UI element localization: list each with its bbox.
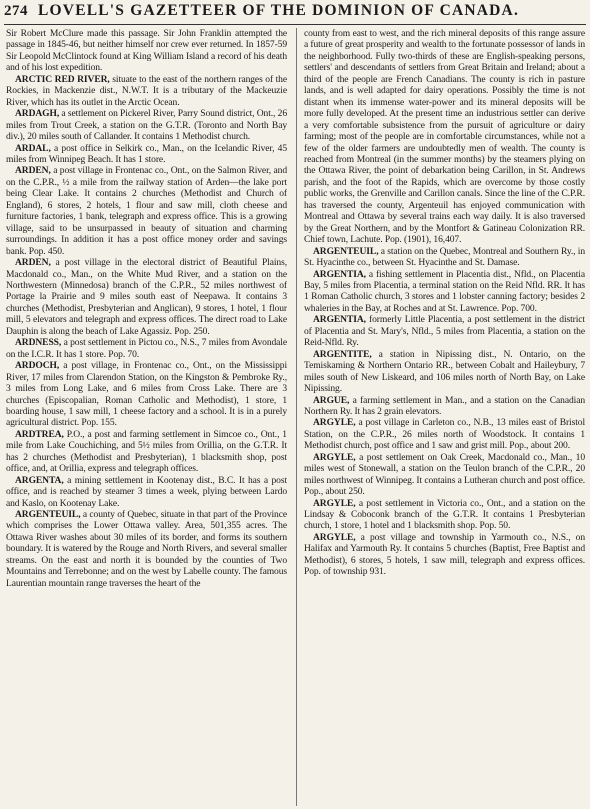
entry-text: formerly Little Placentia, a post settlement in the district of Placentia and St. Mary's, Nfld., 5 miles from Placentia, a station on the Reid-Nfld. Ry.: [304, 314, 585, 349]
entry-headword: ARDAL,: [15, 142, 51, 154]
gazetteer-entry: [6, 28, 287, 74]
gazetteer-entry: [6, 143, 287, 166]
page-header: [4, 2, 586, 25]
entry-text: a station in Nipissing dist., N. Ontario, on the Temiskaming & Northern Ontario RR., between Cobalt and Haileybury, 7 miles south of New Liskeard, and 106 miles north of North Bay, on Lake Nipissing.: [304, 348, 585, 395]
entry-text: a post village and township in Yarmouth co., N.S., on Halifax and Yarmouth Ry. It contains 5 churches (Baptist, Free Baptist and Methodist), 6 stores, 5 hotels, 1 saw mill, telegraph and express offices. Pop. of township 931.: [304, 531, 585, 578]
gazetteer-entry: [6, 257, 287, 337]
left-column: [6, 28, 287, 808]
gazetteer-entry: [6, 475, 287, 509]
entry-text: a settlement on Pickerel River, Parry Sound district, Ont., 26 miles from Trout Creek, a station on the G.T.R. (Toronto and North Bay div.), 20 miles south of Callander. It contains 1 Methodist church.: [6, 108, 287, 143]
entry-text: a post settlement on Oak Creek, Macdonald co., Man., 10 miles west of Stonewall, a station on the Teulon branch of the C.P.R., 20 miles northwest of Winnipeg. It contains a Lutheran church and post office. Pop., about 250.: [304, 451, 585, 498]
gazetteer-entry: [304, 269, 585, 315]
entry-headword: ARDAGH,: [15, 108, 60, 120]
gazetteer-entry: [6, 337, 287, 360]
entry-text: a county of Quebec, situate in that part of the Province which comprises the Lower Ottawa valley. Area, 501,355 acres. The Ottawa River washes about 30 miles of its border, and forms its southern boundary. It is watered by the Rouge and North Rivers, and several smaller streams. On the east and north it is bounded by the counties of Two Mountains and Terrebonne; and on the west by Labelle county. The famous Laurentian mountain range traverses the heart of the: [6, 509, 287, 589]
page-number: 274: [4, 3, 28, 19]
entry-headword: ARGYLE,: [313, 417, 356, 429]
entry-text: a post office in Selkirk co., Man., on the Icelandic River, 45 miles from Winnipeg Beach. It has 1 store.: [6, 142, 287, 165]
entry-text: a post village in the electoral district of Beautiful Plains, Macdonald co., Man., on the White Mud River, and a station on the Northwestern (Minnedosa) branch of the C.P.R., 52 miles northwest of Portage la Prairie and 9 miles south east of Neepawa. It contains 3 churches (Methodist, Presbyterian and Anglican), 9 stores, 1 hotel, 1 flour mill, 5 elevators and telegraph and express offices. The direct road to Lake Dauphin is along the beach of Lake Agassiz. Pop. 250.: [6, 257, 287, 337]
gazetteer-entry: [6, 74, 287, 108]
entry-headword: ARDEN,: [15, 165, 51, 177]
gazetteer-entry: [304, 28, 585, 246]
gazetteer-entry: [6, 360, 287, 429]
entry-headword: ARCTIC RED RIVER,: [15, 73, 110, 85]
entry-text: a post settlement in Pictou co., N.S., 7 miles from Avondale on the I.C.R. It has 1 store. Pop. 70.: [6, 337, 287, 360]
entry-headword: ARGYLE,: [313, 497, 356, 509]
entry-text: Sir Robert McClure made this passage. Sir John Franklin attempted the passage in 1845-46, but neither himself nor crew ever returned. In 1857-59 Sir Leopold McClintock found at King William Island a record of his death and of his lost expedition.: [6, 28, 287, 74]
entry-headword: ARGENTIA,: [313, 268, 366, 280]
entry-text: situate to the east of the northern ranges of the Rockies, in Mackenzie dist., N.W.T. It is a tributary of the Mackeuzie River, which has its outlet in the Arctic Ocean.: [6, 73, 287, 108]
entry-headword: ARGYLE,: [313, 531, 356, 543]
entry-headword: ARGENTA,: [15, 474, 64, 486]
gazetteer-entry: [304, 314, 585, 348]
running-title: LOVELL'S GAZETTEER OF THE DOMINION OF CANADA.: [38, 2, 520, 19]
gazetteer-entry: [6, 509, 287, 589]
entry-text: a post village, in Frontenac co., Ont., on the Mississippi River, 17 miles from Clarendon Station, on the Kingston & Pembroke Ry., 3 miles from Long Lake, and 6 miles from Cross Lake. There are 3 churches (Episcopalian, Roman Catholic and Methodist), 1 store, 1 boarding house, 1 saw mill, 1 cheese factory and a school. It is in a purely agricultural district. Pop. 155.: [6, 360, 287, 429]
gazetteer-entry: [304, 246, 585, 269]
column-divider: [296, 28, 297, 806]
entry-text: a post settlement in Victoria co., Ont., and a station on the Lindsay & Coboconk branch of the G.T.R. It contains 1 Presbyterian church, 1 store, 1 hotel and 1 blacksmith shop. Pop. 50.: [304, 497, 585, 532]
gazetteer-entry: [6, 429, 287, 475]
gazetteer-entry: [6, 165, 287, 257]
gazetteer-entry: [6, 108, 287, 142]
entry-text: a farming settlement in Man., and a station on the Canadian Northern Ry. It has 2 grain elevators.: [304, 394, 585, 417]
entry-text: county from east to west, and the rich mineral deposits of this range assure a future of great prosperity and wealth to the fortunate possessor of lands in the neighborhood. Fully two-thirds of these are English-speaking persons, settlers' and descendants of settlers from Great Britain and Ireland; about a third of the people are French Canadians. The county is rich in pasture lands, and is well adapted for dairy operations. Possibly the time is not distant when its immense water-power and its mineral deposits will be more fully developed. At the present time an industrious settler can derive a very comfortable subsistence from the pursuit of agriculture or dairy farming; most of the people are in comfortable circumstances, while not a few of the older farmers are undoubtedly men of wealth. The county is reached from Montreal (in the summer months) by the steamers plying on the Ottawa River, the point of debarkation being Carillon, in St. Andrews parish, and the foot of the Rapids, which are overcome by those costly public works, the Grenville and Carillon canals. Since the line of the C.P.R. has traversed the county, Argenteuil has enjoyed communication with Montreal and Ottawa by several trains each way daily. It is also traversed by the Great Northern, and by the Montfort & Gatineau Colonization RR. Chief town, Lachute. Pop. (1901), 16,407.: [304, 28, 585, 246]
gazetteer-entry: [304, 532, 585, 578]
gazetteer-entry: [304, 395, 585, 418]
entry-text: a post village in Carleton co., N.B., 13 miles east of Bristol Station, on the C.P.R., 26 miles north of Woodstock. It contains 1 Methodist church, post office and 1 saw and grist mill. Pop., about 200.: [304, 417, 585, 452]
entry-headword: ARGENTITE,: [313, 348, 372, 360]
entry-headword: ARGYLE,: [313, 451, 356, 463]
entry-text: a fishing settlement in Placentia dist., Nfld., on Placentia Bay, 5 miles from Placentia, a terminal station on the Reid Nfld. RR. It has 1 Roman Catholic church, 3 stores and 1 lobster canning factory; besides 2 whaleries in the Bay, at Roches and at St. Lawrence. Pop. 700.: [304, 268, 585, 314]
entry-headword: ARGENTEUIL,: [15, 509, 81, 521]
gazetteer-entry: [304, 417, 585, 451]
gazetteer-entry: [304, 349, 585, 395]
right-column: [304, 28, 585, 808]
entry-headword: ARDNESS,: [15, 337, 62, 349]
entry-text: a mining settlement in Kootenay dist., B.C. It has a post office, and is reached by steamer 3 times a week, plying between Lardo and Kaslo, on Kootenay Lake.: [6, 474, 287, 509]
entry-headword: ARDOCH,: [15, 360, 60, 372]
entry-headword: ARGUE,: [313, 394, 350, 406]
entry-headword: ARDTREA,: [15, 428, 64, 440]
entry-headword: ARGENTEUIL,: [313, 245, 379, 257]
entry-headword: ARDEN,: [15, 257, 51, 269]
entry-text: P.O., a post and farming settlement in Simcoe co., Ont., 1 mile from Lake Couchiching, and 5½ miles from Orillia, on the G.T.R. It has 2 churches (Methodist and Presbyterian), 1 blacksmith shop, post office, and, at Orillia, express and telegraph offices.: [6, 428, 287, 475]
gazetteer-entry: [304, 498, 585, 532]
entry-text: a post village in Frontenac co., Ont., on the Salmon River, and on the C.P.R., ½ a mile from the railway station of Arden—the lake port being Clear Lake. It contains 2 churches (Methodist and Church of England), 6 stores, 2 hotels, 1 flour and saw mill, cloth cheese and furniture factories, 1 bank, telegraph and express office. This is a growing village, said to be unsurpassed in beauty of situation and charming surroundings. In addition it has a post office money order and savings bank. Pop. 450.: [6, 165, 287, 257]
gazetteer-entry: [304, 452, 585, 498]
entry-headword: ARGENTIA,: [313, 314, 366, 326]
entry-text: a station on the Quebec, Montreal and Southern Ry., in St. Hyacinthe co., between St. Hyacinthe and St. Damase.: [304, 245, 585, 269]
